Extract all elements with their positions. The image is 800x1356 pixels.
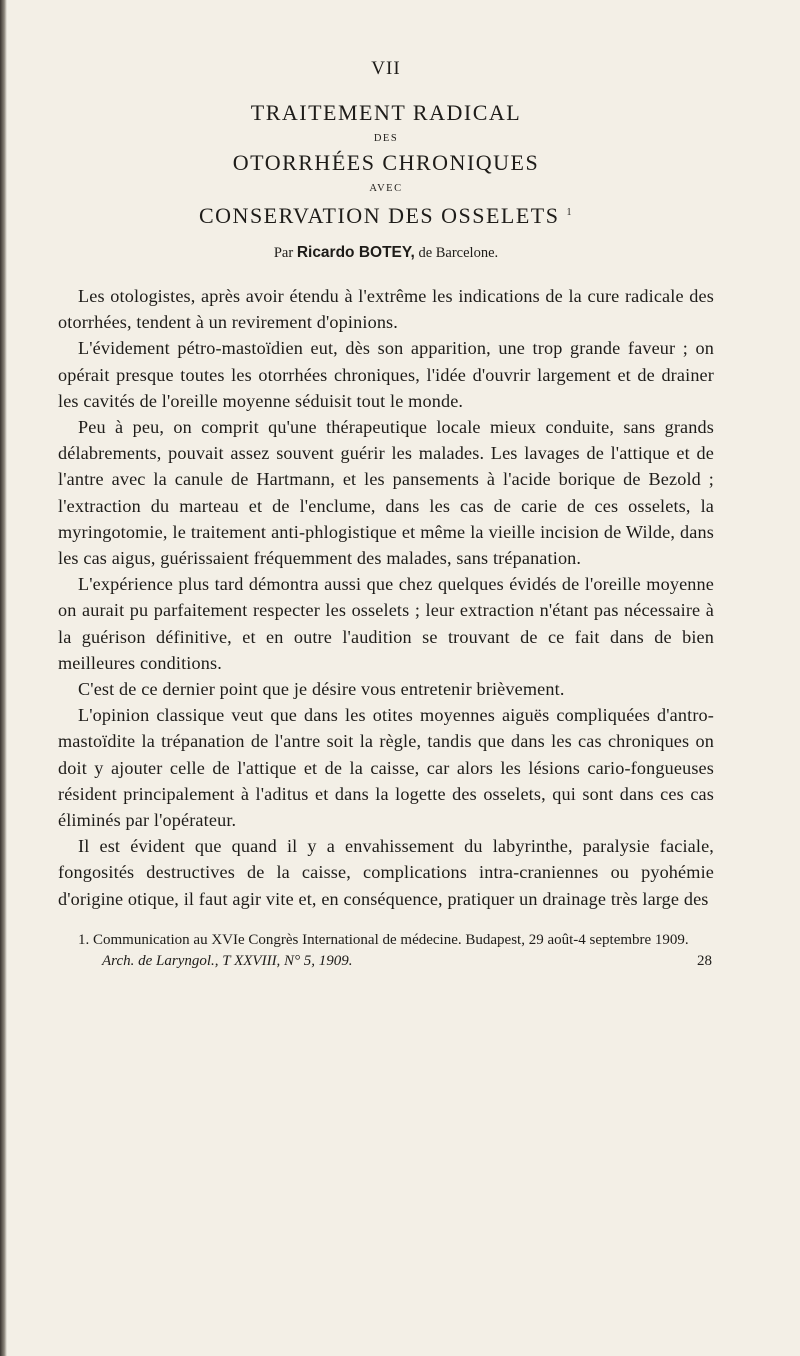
title-line-2: DES [373,133,399,144]
title-line-4: AVEC [369,183,403,194]
paragraph: Les otologistes, après avoir étendu à l'extrême les indications de la cure radicale des otorrhées, tendent à un revirement d'opinions. [58,286,714,333]
article-body [58,283,714,912]
paragraph: L'opinion classique veut que dans les otites moyennes aiguës compliquées d'antro-mastoïdite la trépanation de l'antre soit la règle, tandis que dans les cas chroniques on doit y ajouter celle de l'attique et de la caisse, car alors les lésions cario-fongueuses résident principalement à l'aditus et dans la logette des osselets, qui sont dans ces cas éliminés par l'opérateur. [58,705,714,831]
byline-affiliation: de Barcelone. [418,245,499,261]
footnote-marker[interactable]: 1 [566,207,573,218]
paragraph: Il est évident que quand il y a envahissement du labyrinthe, paralysie faciale, fongosités destructives de la caisse, complications intra-craniennes ou pyohémie d'origine otique, il faut agir vite et, en conséquence, pratiquer un drainage très large des [58,836,714,909]
journal-reference-line [58,950,714,972]
paragraph: C'est de ce dernier point que je désire vous entretenir brièvement. [78,679,565,700]
article-title [58,100,714,229]
page-binding-shadow [0,0,7,1356]
author-name: Ricardo BOTEY, [296,244,415,261]
byline-prefix: Par [273,245,294,261]
title-line-1: TRAITEMENT RADICAL [250,100,522,125]
title-line-5 [58,200,714,229]
journal-citation: Arch. de Laryngol., T XXVIII, N° 5, 1909. [102,952,353,969]
chapter-number: VII [371,58,401,79]
paragraph: L'évidement pétro-mastoïdien eut, dès son apparition, une trop grande faveur ; on opérait presque toutes les otorrhées chroniques, l'idée d'ouvrir largement et de drainer les cavités de l'oreille moyenne séduisit tout le monde. [58,338,714,411]
footnote-1: 1. Communication au XVIe Congrès International de médecine. Budapest, 29 août-4 septembre 1909. [78,931,689,948]
page [58,44,714,972]
paragraph: Peu à peu, on comprit qu'une thérapeutique locale mieux conduite, sans grands délabrements, pouvait assez souvent guérir les malades. Les lavages de l'attique et de l'antre avec la canule de Hartmann, et les pansements à l'acide borique de Bezold ; l'extraction du marteau et de l'enclume, dans les cas de carie de ces osselets, la myringotomie, le traitement anti-phlogistique et même la vieille incision de Wilde, dans les cas aigus, guérissaient fréquemment des malades, sans trépanation. [58,417,714,569]
footnotes [58,930,714,972]
title-line-5-text: CONSERVATION DES OSSELETS [199,203,560,228]
page-number: 28 [697,952,712,969]
byline [58,243,714,263]
title-line-3: OTORRHÉES CHRONIQUES [232,150,540,175]
paragraph: L'expérience plus tard démontra aussi que chez quelques évidés de l'oreille moyenne on aurait pu parfaitement respecter les osselets ; leur extraction n'étant pas nécessaire à la guérison définitive, et en outre l'audition se trouvant de ce fait dans de bien meilleures conditions. [58,574,714,673]
